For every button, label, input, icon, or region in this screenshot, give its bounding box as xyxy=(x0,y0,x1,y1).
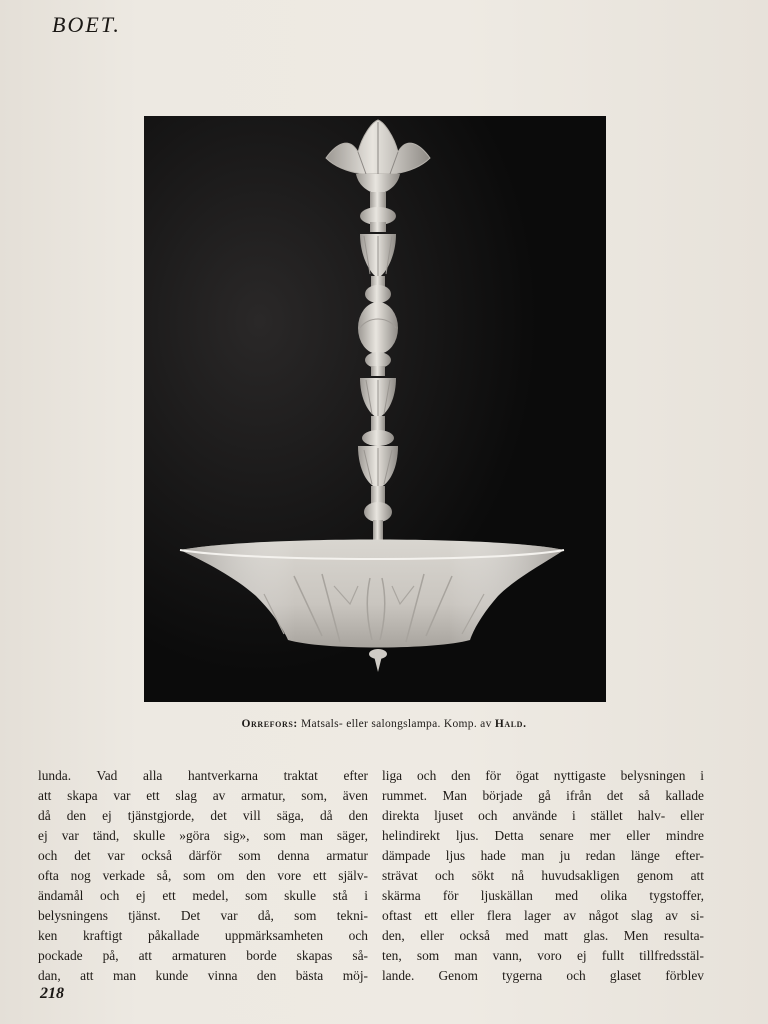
text-line: dan, att man kunde vinna den bästa möj- xyxy=(38,968,368,983)
text-line: strävat och sökt nå huvudsakligen genom att xyxy=(382,868,704,883)
text-line: ej var tänd, skulle »göra sig», som man säger, xyxy=(38,828,368,843)
caption-designer: Hald. xyxy=(494,718,527,730)
page-number: 218 xyxy=(40,985,64,1002)
running-header: BOET. xyxy=(52,12,121,37)
text-line: ten, som man vann, voro ej fullt tillfredsstäl- xyxy=(382,948,704,963)
text-line: den, eller också med matt glas. Men resulta- xyxy=(382,928,704,943)
figure-caption xyxy=(0,718,768,730)
body-column-right xyxy=(382,766,704,986)
text-line: lande. Genom tygerna och glaset förblev xyxy=(382,968,704,983)
text-line: helindirekt ljus. Detta senare mer eller mindre xyxy=(382,828,704,843)
text-line: och det var också därför som denna armatur xyxy=(38,848,368,863)
text-line: liga och den för ögat nyttigaste belysningen i xyxy=(382,768,704,783)
text-line: direkta ljuset och använde i stället halv- eller xyxy=(382,808,704,823)
text-line: belysningens tjänst. Det var då, som tekni- xyxy=(38,908,368,923)
text-line: dämpade ljus hade man ju redan länge efter- xyxy=(382,848,704,863)
caption-maker: Orrefors: xyxy=(241,718,298,730)
body-column-left xyxy=(38,766,368,986)
text-line: pockade på, att armaturen borde skapas så- xyxy=(38,948,368,963)
text-line: ken kraftigt påkallade uppmärksamheten och xyxy=(38,928,368,943)
text-line: oftast ett eller flera lager av något slag av si- xyxy=(382,908,704,923)
text-line: rummet. Man började gå ifrån det så kallade xyxy=(382,788,704,803)
text-line: ändamål och ej ett medel, som skulle stå i xyxy=(38,888,368,903)
caption-description: Matsals- eller salongslampa. xyxy=(301,718,441,730)
caption-designer-prefix: Komp. av xyxy=(443,718,492,730)
text-line: att skapa var ett slag av armatur, som, även xyxy=(38,788,368,803)
text-line: då den ej tjänstgjorde, det vill säga, då den xyxy=(38,808,368,823)
text-line: lunda. Vad alla hantverkarna traktat efter xyxy=(38,768,368,783)
text-line: ofta nog verkade så, som om den vore ett själv- xyxy=(38,868,368,883)
lamp-illustration xyxy=(144,116,606,702)
text-line: skärma för ljuskällan med olika tygstoffer, xyxy=(382,888,704,903)
lamp-photograph xyxy=(144,116,606,702)
